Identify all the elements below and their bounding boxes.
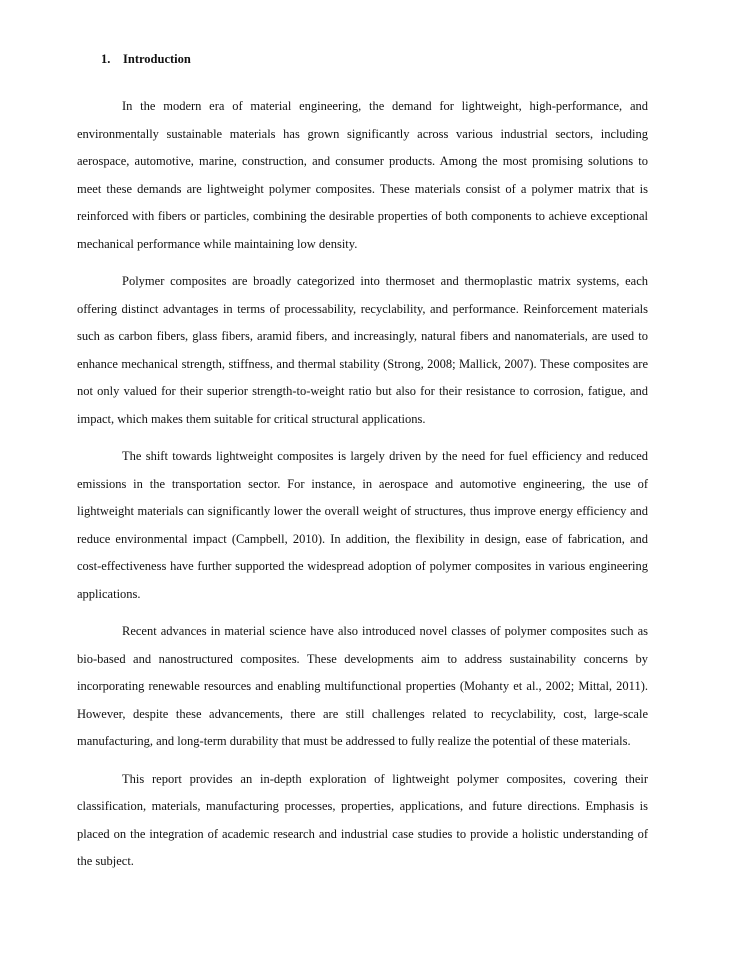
paragraph-5: This report provides an in‑depth exploration of lightweight polymer composites, covering their classification, materials, manufacturing processes, properties, applications, and future directions. Emphasis is placed on the integration of academic research and industrial case studies to provide a holistic understanding of the subject. — [77, 771, 648, 868]
paragraph-1: In the modern era of material engineering, the demand for lightweight, high‑performance, and environmentally sustainable materials has grown significantly across various industrial sectors, including aerospace, automotive, marine, construction, and consumer products. Among the most promising solutions to meet these demands are lightweight polymer composites. These materials consist of a polymer matrix that is reinforced with fibers or particles, combining the desirable properties of both components to achieve exceptional mechanical performance while maintaining low density. — [77, 99, 648, 251]
section-body — [77, 93, 648, 886]
paragraph-2: Polymer composites are broadly categorized into thermoset and thermoplastic matrix systems, each offering distinct advantages in terms of processability, recyclability, and performance. Reinforcement materials such as carbon fibers, glass fibers, aramid fibers, and increasingly, natural fibers and nanomaterials, are used to enhance mechanical strength, stiffness, and thermal stability (Strong, 2008; Mallick, 2007). These composites are not only valued for their superior strength‑to‑weight ratio but also for their resistance to corrosion, fatigue, and impact, which makes them suitable for critical structural applications. — [77, 274, 648, 426]
paragraph-4: Recent advances in material science have also introduced novel classes of polymer composites such as bio‑based and nanostructured composites. These developments aim to address sustainability concerns by incorporating renewable resources and enabling multifunctional properties (Mohanty et al., 2002; Mittal, 2011). However, despite these advancements, there are still challenges related to recyclability, cost, large‑scale manufacturing, and long‑term durability that must be addressed to fully realize the potential of these materials. — [77, 624, 648, 748]
section-title: Introduction — [123, 52, 191, 66]
paragraph-3: The shift towards lightweight composites is largely driven by the need for fuel efficiency and reduced emissions in the transportation sector. For instance, in aerospace and automotive engineering, the use of lightweight materials can significantly lower the overall weight of structures, thus improve energy efficiency and reduce environmental impact (Campbell, 2010). In addition, the flexibility in design, ease of fabrication, and cost‑effectiveness have further supported the widespread adoption of polymer composites in various engineering applications. — [77, 449, 648, 601]
section-heading — [101, 50, 191, 68]
section-number: 1. — [101, 52, 111, 66]
